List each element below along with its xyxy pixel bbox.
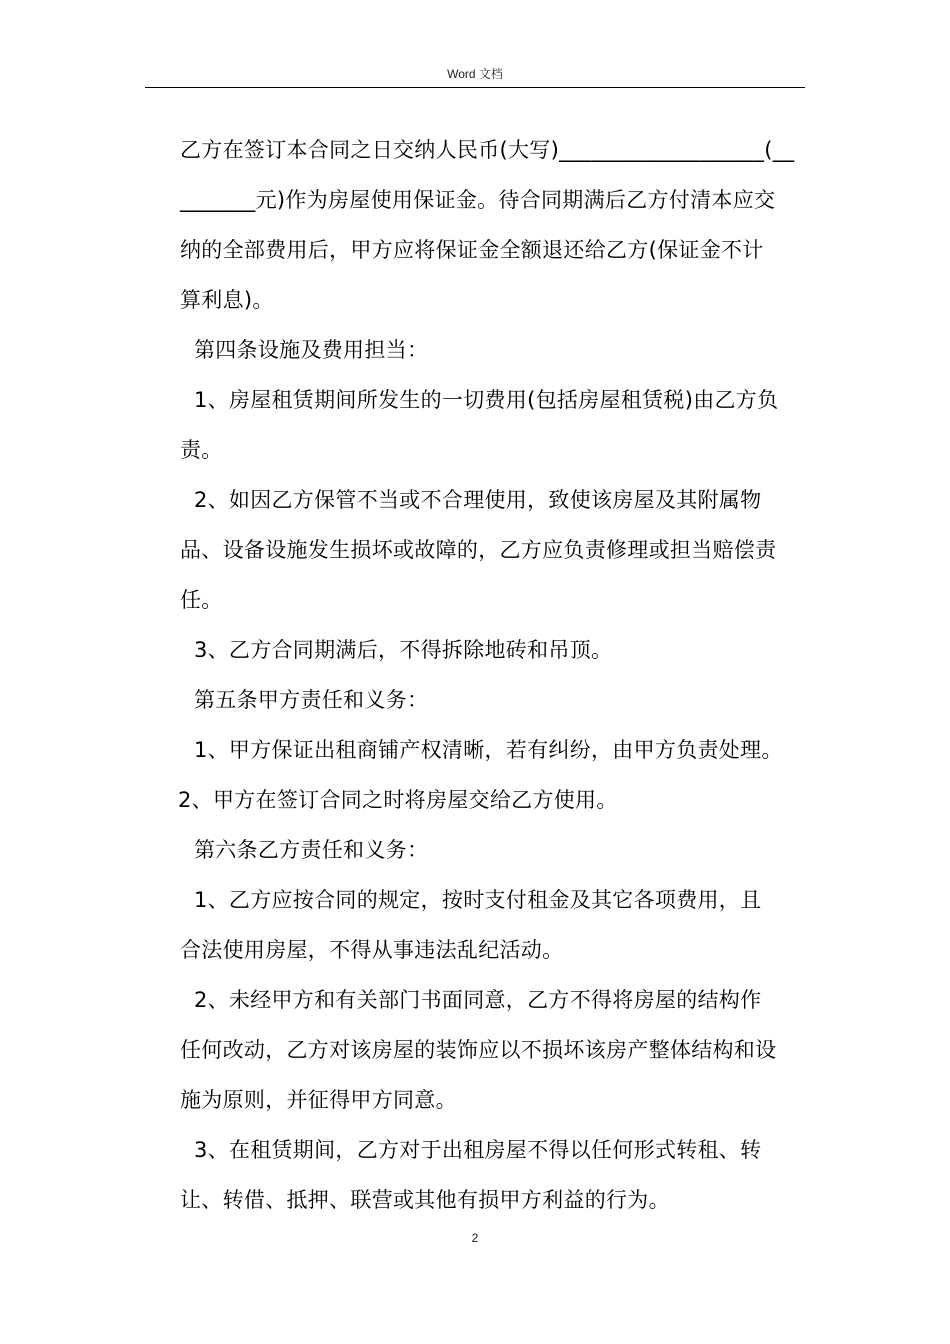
body-line-20: 施为原则，并征得甲方同意。 xyxy=(180,1088,457,1112)
section-heading-6: 第六条乙方责任和义务： xyxy=(180,838,429,862)
header-divider xyxy=(145,87,805,88)
body-line-22: 让、转借、抵押、联营或其他有损甲方利益的行为。 xyxy=(180,1188,670,1212)
body-line-10: 任。 xyxy=(180,588,223,612)
body-line-18: 2、未经甲方和有关部门书面同意，乙方不得将房屋的结构作 xyxy=(180,988,762,1012)
body-line-9: 品、设备设施发生损坏或故障的，乙方应负责修理或担当赔偿责 xyxy=(180,538,777,562)
body-line-16: 1、乙方应按合同的规定，按时支付租金及其它各项费用，且 xyxy=(180,888,762,912)
body-line-6: 1、房屋租赁期间所发生的一切费用(包括房屋租赁税)由乙方负 xyxy=(180,388,779,412)
section-heading-5: 第五条甲方责任和义务： xyxy=(180,688,429,712)
body-line-3: 纳的全部费用后，甲方应将保证金全额退还给乙方(保证金不计 xyxy=(180,238,764,262)
body-line-14: 2、甲方在签订合同之时将房屋交给乙方使用。 xyxy=(178,788,618,812)
body-line-8: 2、如因乙方保管不当或不合理使用，致使该房屋及其附属物 xyxy=(180,488,762,512)
section-heading-4: 第四条设施及费用担当： xyxy=(180,338,429,362)
body-line-7: 责。 xyxy=(180,438,223,462)
body-line-21: 3、在租赁期间，乙方对于出租房屋不得以任何形式转租、转 xyxy=(180,1138,762,1162)
body-line-11: 3、乙方合同期满后，不得拆除地砖和吊顶。 xyxy=(180,638,613,662)
body-line-19: 任何改动，乙方对该房屋的装饰应以不损坏该房产整体结构和设 xyxy=(180,1038,777,1062)
page-number: 2 xyxy=(471,1231,479,1245)
body-line-13: 1、甲方保证出租商铺产权清晰，若有纠纷，由甲方负责处理。 xyxy=(180,738,783,762)
body-line-17: 合法使用房屋，不得从事违法乱纪活动。 xyxy=(180,938,564,962)
body-line-2: _______元)作为房屋使用保证金。待合同期满后乙方付清本应交 xyxy=(180,188,776,212)
body-line-1: 乙方在签订本合同之日交纳人民币(大写)___________________(__ xyxy=(180,138,795,162)
body-line-4: 算利息)。 xyxy=(180,288,274,312)
page-header: Word 文档 xyxy=(447,67,503,81)
